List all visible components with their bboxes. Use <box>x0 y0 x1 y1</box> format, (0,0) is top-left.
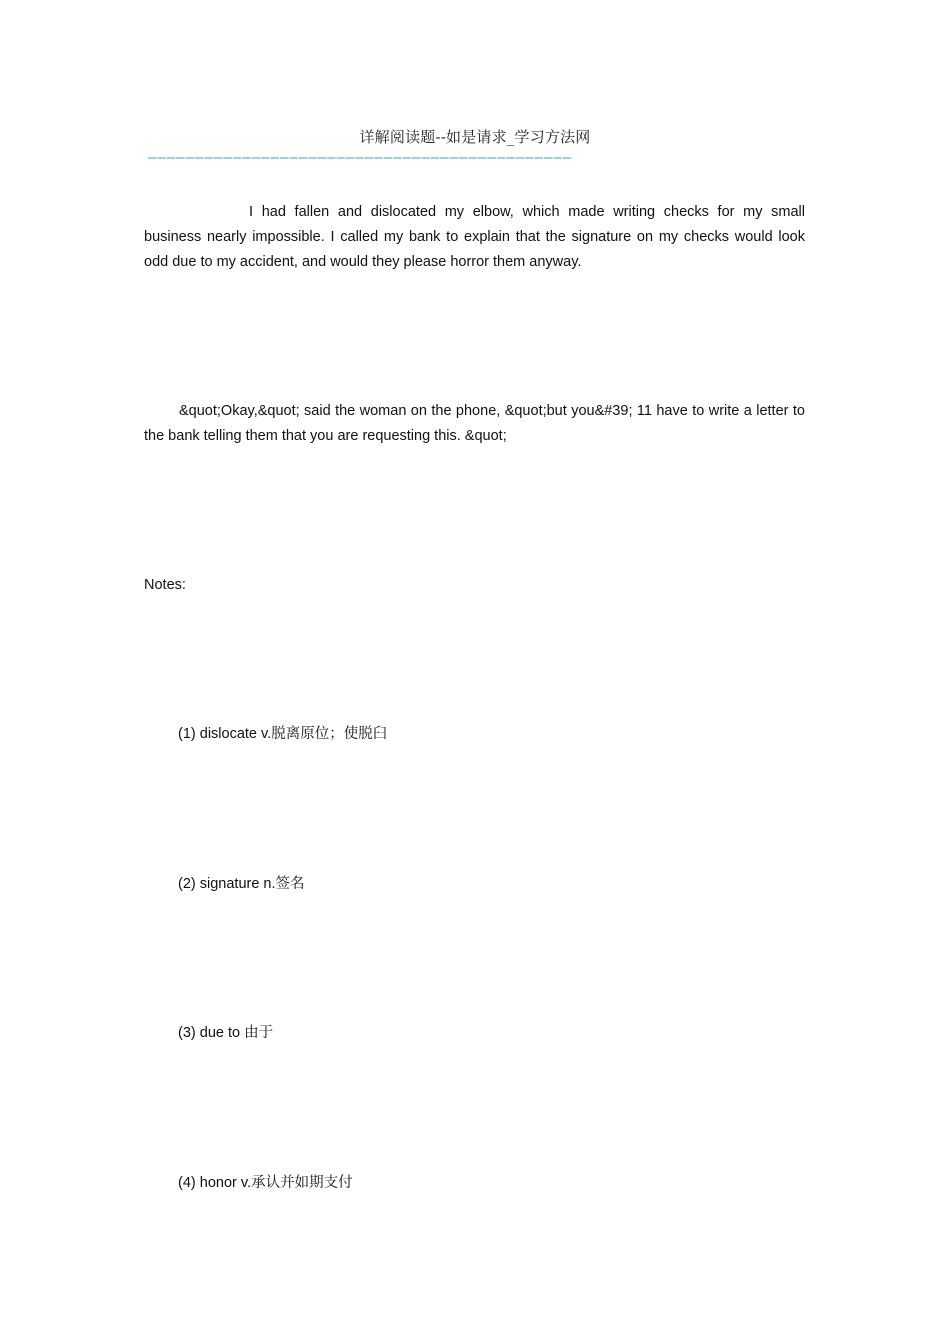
note-meaning: 承认并如期支付 <box>251 1175 353 1191</box>
note-term: (1) dislocate v. <box>178 726 272 742</box>
note-term: (2) signature n. <box>178 876 276 892</box>
note-item <box>178 1022 273 1044</box>
notes-heading: Notes: <box>144 577 186 593</box>
paragraph-2: &quot;Okay,&quot; said the woman on the phone, &quot;but you&#39; 11 have to write a letter to the bank telling them that you are requesting this. &quot; <box>144 403 805 444</box>
note-term: (3) due to <box>178 1025 245 1041</box>
page-title: 详解阅读题--如是请求_学习方法网 <box>359 128 591 146</box>
title-divider: ————————————————————————————————————————————— <box>148 152 573 164</box>
note-item <box>178 873 305 895</box>
note-item <box>178 1172 353 1194</box>
note-item <box>178 723 387 745</box>
note-term: (4) honor v. <box>178 1175 252 1191</box>
note-meaning: 签名 <box>275 876 305 892</box>
paragraph-1: I had fallen and dislocated my elbow, which made writing checks for my small business nearly impossible. I called my bank to explain that the signature on my checks would look odd due to my accident, and would they please horror them anyway. <box>144 204 805 270</box>
note-meaning: 由于 <box>244 1025 274 1041</box>
note-meaning: 脱离原位；使脱臼 <box>271 726 388 742</box>
